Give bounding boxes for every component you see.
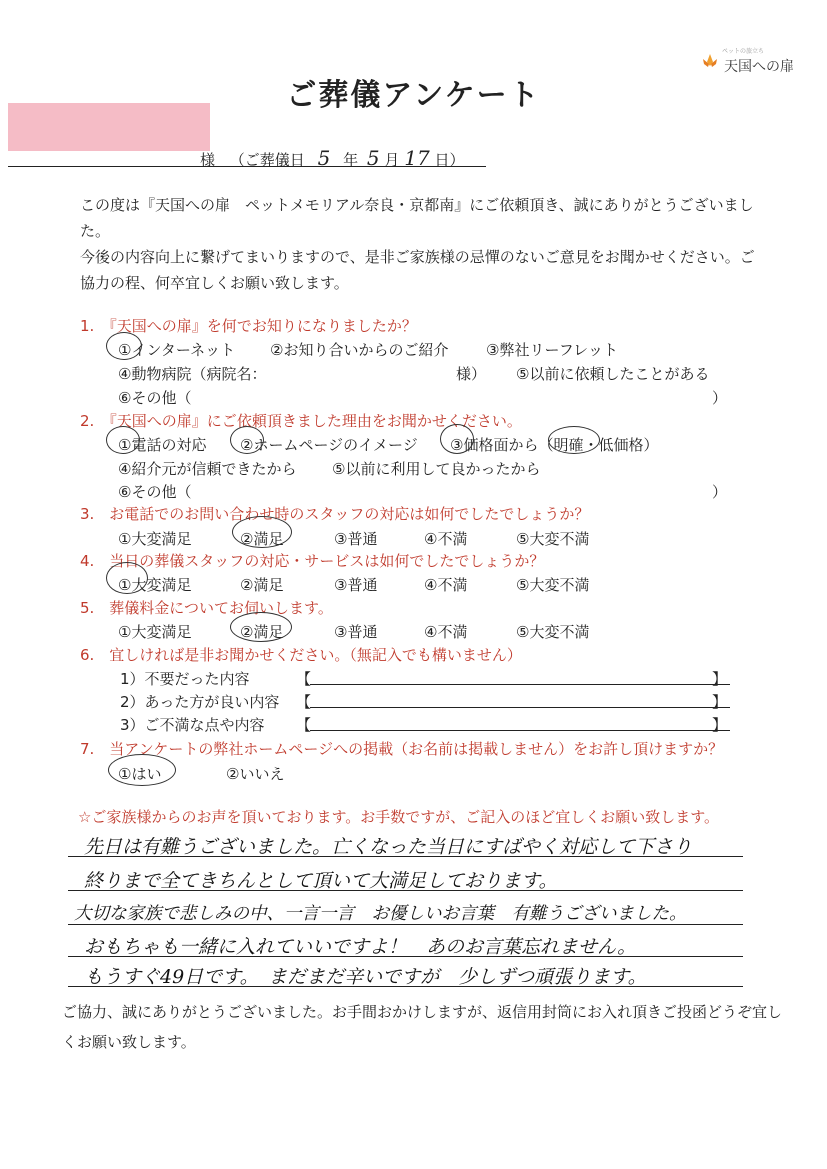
comment-rule [68,890,743,891]
question-1: 1. 『天国への扉』を何でお知りになりましたか？ [80,317,417,335]
hand-circle-mark [232,516,292,548]
q1-option-2[interactable]: ②お知り合いからのご紹介 [270,341,449,359]
comment-line-2: 終りまで全てきちんとして頂いて大満足しております。 [84,870,558,892]
month-value: 5 [366,146,380,170]
q6-item-2-field[interactable] [310,707,730,708]
q6-item-1-open: 【 [296,670,312,688]
comment-line-3: 大切な家族で悲しみの中、一言一言 お優しいお言葉 有難うございました。 [74,904,687,924]
q6-item-3-close: 】 [712,716,728,734]
name-underline [8,166,486,167]
redacted-name [8,103,210,151]
q2-option-6[interactable]: ⑥その他（ [118,483,192,501]
q7-option-yes[interactable]: ①はい [118,765,162,783]
question-4: 4. 当日の葬儀スタッフの対応・サービスは如何でしたでしょうか？ [80,552,545,570]
q2-other-close: ） [712,483,728,501]
question-3: 3. お電話でのお問い合わせ時のスタッフの対応は如何でしたでしょうか？ [80,505,590,523]
hand-circle-mark [106,562,148,594]
logo-tagline: ペットの旅立ち [722,48,765,55]
q2-option-2[interactable]: ②ホームページのイメージ [240,436,418,454]
q5-option-2[interactable]: ②満足 [240,623,284,641]
question-2: 2. 『天国への扉』にご依頼頂きました理由をお聞かせください。 [80,412,522,430]
comment-rule [68,986,743,987]
q6-item-2-open: 【 [296,693,312,711]
hand-circle-mark [548,426,600,454]
year-label: 年 [343,151,359,169]
q5-option-5[interactable]: ⑤大変不満 [516,623,590,641]
intro-text [80,192,760,296]
comment-rule [68,956,743,957]
q6-item-1-field[interactable] [310,684,730,685]
hand-circle-mark [230,612,292,642]
q6-item-2-close: 】 [712,693,728,711]
logo-name: 天国への扉 [724,59,794,75]
comment-line-4: おもちゃも一緒に入れていいですよ！ あのお言葉忘れません。 [84,936,637,958]
q1-option-4[interactable]: ④動物病院（病院名： [118,365,267,383]
hand-circle-mark [230,426,264,454]
intro-paragraph-2: 今後の内容向上に繋げてまいりますので、是非ご家族様の忌憚のないご意見をお聞かせください。ご協力の程、何卒宜しくお願い致します。 [80,248,755,292]
day-label: 日） [434,151,465,169]
comment-line-5: もうすぐ49日です。 まだまだ辛いですが 少しずつ頑張ります。 [84,966,647,988]
q1-option-5[interactable]: ⑤以前に依頼したことがある [516,365,710,383]
closing-text [62,997,782,1057]
q6-item-3-open: 【 [296,716,312,734]
q4-option-3[interactable]: ③普通 [334,576,378,594]
comment-rule [68,924,743,925]
q6-item-1-close: 】 [712,670,728,688]
q1-other-close: ） [712,389,728,407]
q2-option-3[interactable]: ③価格面から（明確・低価格） [450,436,659,454]
q1-option-6[interactable]: ⑥その他（ [118,389,192,407]
q6-item-1-label: 1）不要だった内容 [120,670,250,688]
q1-hospital-suffix: 様） [456,365,487,383]
date-label: （ご葬儀日 [229,151,305,169]
comment-request-note: ☆ご家族様からのお声を頂いております。お手数ですが、ご記入のほど宜しくお願い致します。 [78,808,720,826]
day-value: 17 [404,146,430,170]
q6-item-3-label: 3）ご不満な点や内容 [120,716,265,734]
q6-item-3-field[interactable] [310,730,730,731]
intro-paragraph-1: この度は『天国への扉 ペットメモリアル奈良・京都南』にご依頼頂き、誠にありがとうございました。 [80,196,754,240]
q2-option-5[interactable]: ⑤以前に利用して良かったから [332,460,541,478]
q4-option-5[interactable]: ⑤大変不満 [516,576,590,594]
q3-option-3[interactable]: ③普通 [334,530,378,548]
q7-option-no[interactable]: ②いいえ [226,765,285,783]
q4-option-2[interactable]: ②満足 [240,576,284,594]
q3-option-2[interactable]: ②満足 [240,530,284,548]
hand-circle-mark [106,332,142,360]
year-value: 5 [317,146,331,170]
q6-item-2-label: 2）あった方が良い内容 [120,693,280,711]
hand-circle-mark [106,426,140,454]
closing-paragraph: ご協力、誠にありがとうございました。お手間おかけしますが、返信用封筒にお入れ頂きご投函どうぞ宜しくお願い致します。 [62,1003,783,1051]
q3-option-4[interactable]: ④不満 [424,530,468,548]
q3-option-5[interactable]: ⑤大変不満 [516,530,590,548]
q5-option-3[interactable]: ③普通 [334,623,378,641]
q5-option-1[interactable]: ①大変満足 [118,623,192,641]
page-title: ご葬儀アンケート [286,78,541,113]
lotus-icon [700,50,720,70]
q2-option-1[interactable]: ①電話の対応 [118,436,207,454]
question-6: 6. 宜しければ是非お聞かせください。（無記入でも構いません） [80,646,522,664]
q1-option-1[interactable]: ①インターネット [118,341,236,359]
q3-option-1[interactable]: ①大変満足 [118,530,192,548]
q4-option-1[interactable]: ①大変満足 [118,576,192,594]
honorific: 様 [200,151,216,169]
comment-line-1: 先日は有難うございました。亡くなった当日にすばやく対応して下さり [84,836,693,858]
q5-option-4[interactable]: ④不満 [424,623,468,641]
question-5: 5. 葬儀料金についてお伺いします。 [80,599,333,617]
hand-circle-mark [108,754,176,786]
q4-option-4[interactable]: ④不満 [424,576,468,594]
q2-option-4[interactable]: ④紹介元が信頼できたから [118,460,297,478]
month-label: 月 [384,151,400,169]
question-7: 7. 当アンケートの弊社ホームページへの掲載（お名前は掲載しません）をお許し頂けますか？ [80,740,724,758]
hand-circle-mark [440,424,474,454]
comment-rule [68,856,743,857]
q1-option-3[interactable]: ③弊社リーフレット [486,341,618,359]
